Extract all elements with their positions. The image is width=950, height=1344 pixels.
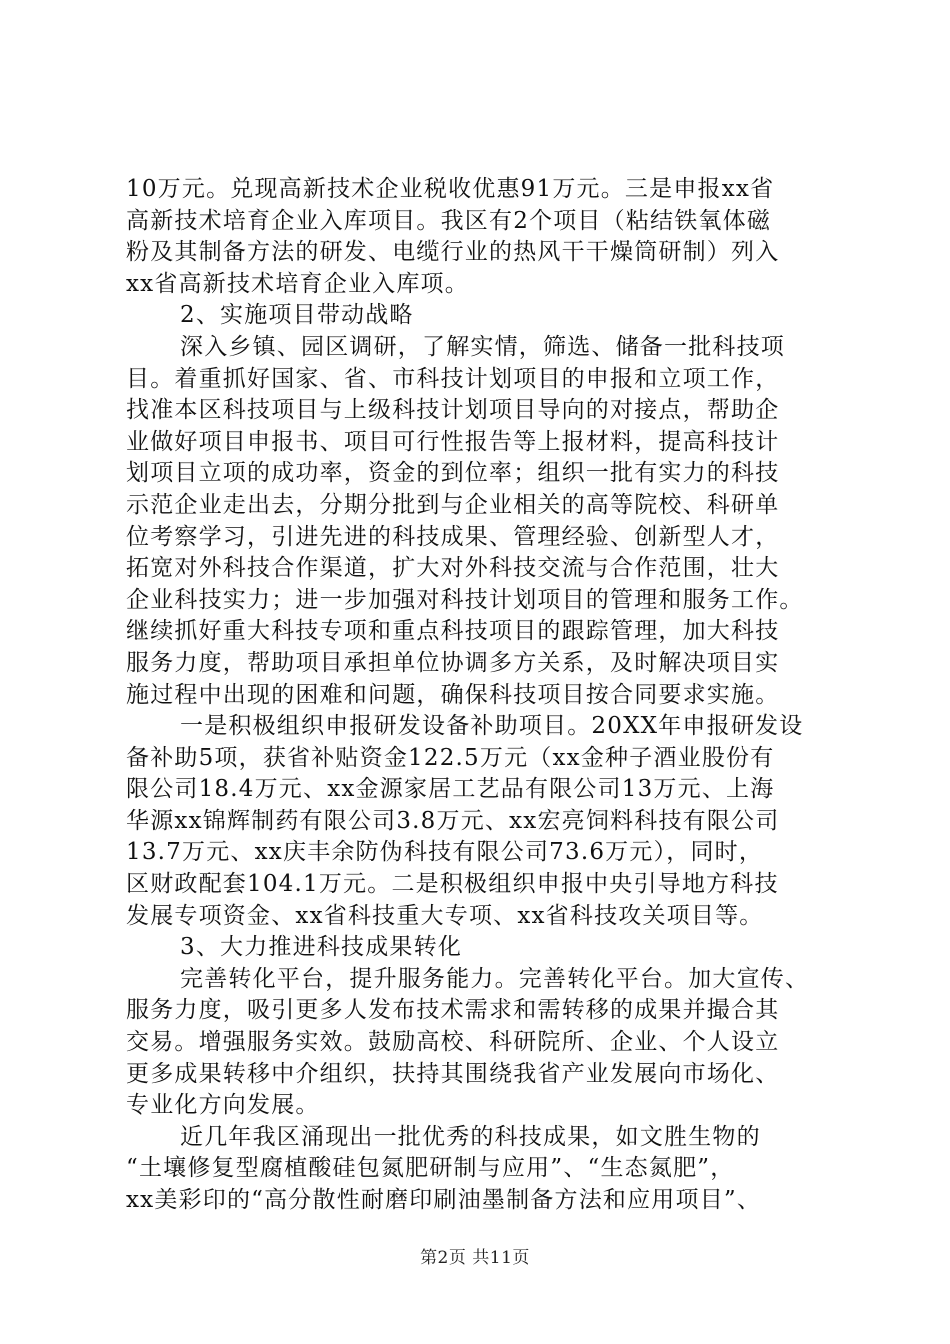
text-line: 区财政配套104.1万元。二是积极组织申报中央引导地方科技 xyxy=(126,871,779,898)
text-line: 找准本区科技项目与上级科技计划项目导向的对接点，帮助企 xyxy=(126,397,780,424)
text-line: 高新技术培育企业入库项目。我区有2个项目（粘结铁氧体磁 xyxy=(126,207,772,234)
text-line: 拓宽对外科技合作渠道，扩大对外科技交流与合作范围，壮大 xyxy=(126,555,780,582)
text-line: 位考察学习，引进先进的科技成果、管理经验、创新型人才， xyxy=(126,523,780,550)
text-line: xx省高新技术培育企业入库项。 xyxy=(126,270,469,297)
text-line: 继续抓好重大科技专项和重点科技项目的跟踪管理，加大科技 xyxy=(126,618,780,645)
text-line: 企业科技实力；进一步加强对科技计划项目的管理和服务工作。 xyxy=(126,586,804,613)
text-line: 划项目立项的成功率，资金的到位率；组织一批有实力的科技 xyxy=(126,460,780,487)
text-line: 一是积极组织申报研发设备补助项目。20XX年申报研发设 xyxy=(180,713,804,740)
page-footer: 第2页 共11页 xyxy=(420,1248,530,1268)
text-line: xx美彩印的“高分散性耐磨印刷油墨制备方法和应用项目”、 xyxy=(126,1187,762,1213)
text-line: 更多成果转移中介组织，扶持其围绕我省产业发展向市场化、 xyxy=(126,1060,780,1087)
body-text xyxy=(126,174,832,1217)
text-line: 深入乡镇、园区调研，了解实情，筛选、储备一批科技项 xyxy=(180,333,785,360)
section-heading-3: 3、大力推进科技成果转化 xyxy=(180,934,463,961)
text-line: “土壤修复型腐植酸硅包氮肥研制与应用”、“生态氮肥”， xyxy=(126,1155,735,1182)
text-line: 13.7万元、xx庆丰余防伪科技有限公司73.6万元），同时， xyxy=(126,839,764,866)
text-line: 发展专项资金、xx省科技重大专项、xx省科技攻关项目等。 xyxy=(126,902,764,929)
text-line: 完善转化平台，提升服务能力。完善转化平台。加大宣传、 xyxy=(180,965,810,992)
text-line: 粉及其制备方法的研发、电缆行业的热风干干燥筒研制）列入 xyxy=(126,239,780,266)
text-line: 备补助5项，获省补贴资金122.5万元（xx金种子酒业股份有 xyxy=(126,744,775,771)
text-line: 10万元。兑现高新技术企业税收优惠91万元。三是申报xx省 xyxy=(126,176,775,202)
text-line: 施过程中出现的困难和问题，确保科技项目按合同要求实施。 xyxy=(126,681,780,708)
text-line: 业做好项目申报书、项目可行性报告等上报材料，提高科技计 xyxy=(126,428,780,455)
text-line: 服务力度，吸引更多人发布技术需求和需转移的成果并撮合其 xyxy=(126,997,780,1024)
section-heading-2: 2、实施项目带动战略 xyxy=(180,302,414,329)
text-line: 服务力度，帮助项目承担单位协调多方关系，及时解决项目实 xyxy=(126,649,780,676)
text-line: 交易。增强服务实效。鼓励高校、科研院所、企业、个人设立 xyxy=(126,1029,780,1056)
text-line: 目。着重抓好国家、省、市科技计划项目的申报和立项工作， xyxy=(126,365,780,392)
text-line: 专业化方向发展。 xyxy=(126,1092,320,1119)
text-line: 华源xx锦辉制药有限公司3.8万元、xx宏亮饲料科技有限公司 xyxy=(126,807,780,834)
text-line: 近几年我区涌现出一批优秀的科技成果，如文胜生物的 xyxy=(180,1123,761,1150)
text-line: 示范企业走出去，分期分批到与企业相关的高等院校、科研单 xyxy=(126,491,780,518)
text-line: 限公司18.4万元、xx金源家居工艺品有限公司13万元、上海 xyxy=(126,776,775,803)
